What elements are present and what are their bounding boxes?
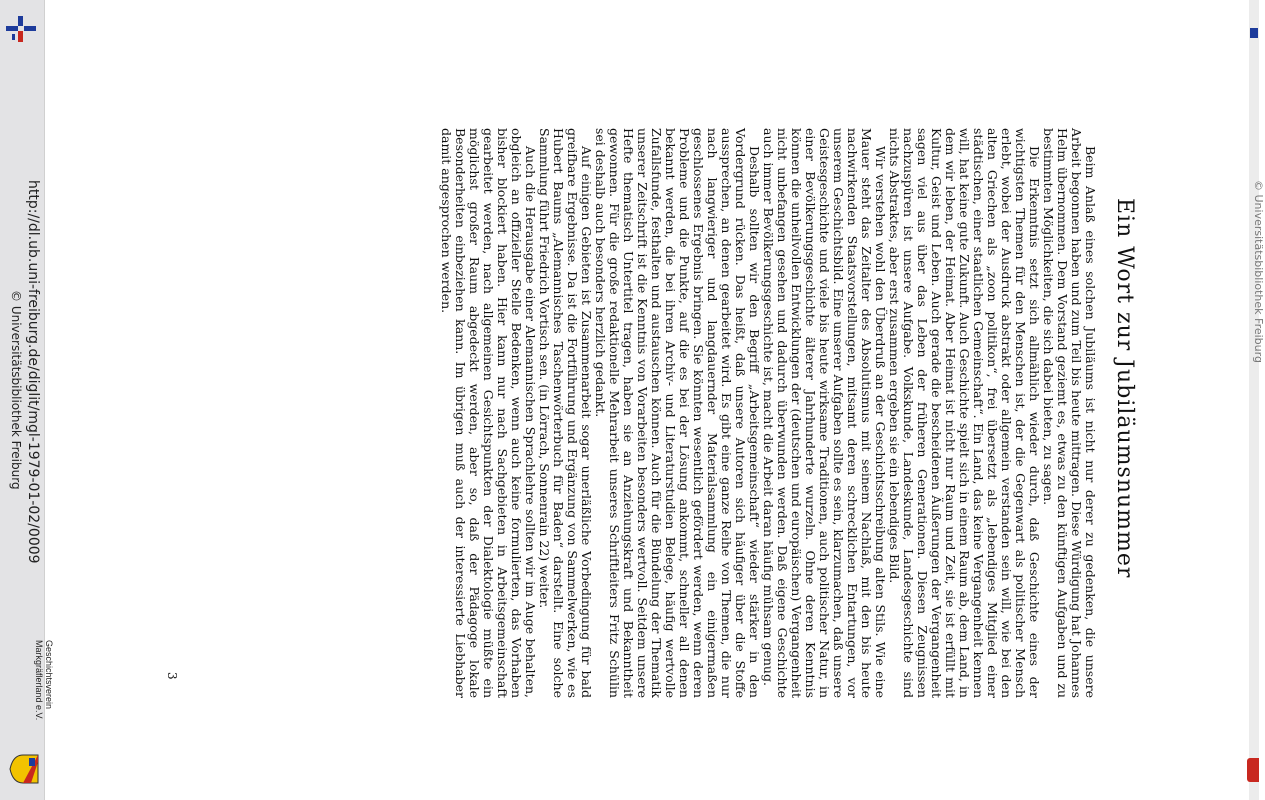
header-copyright-clip: © Universitätsbibliothek Freiburg bbox=[1252, 180, 1265, 363]
coat-of-arms-logo bbox=[9, 752, 41, 786]
footer-copyright: © Universitätsbibliothek Freiburg bbox=[9, 290, 23, 490]
permalink-url[interactable]: http://dl.ub.uni-freiburg.de/diglit/mgl-1979-01-02/0009 bbox=[25, 180, 41, 564]
paragraph: Beim Anlaß eines solchen Jubiläums ist nicht nur derer zu gedenken, die unsere Arbeit begonnen haben und zum Teil bis heute mittragen. Diese Würdigung hat Johannes Helm übernommen. Dem Vorstand geziemt es, etwas zu den künftigen Aufgaben und zu bestimmten Möglichkeiten, die sich dabei bieten, zu sagen. bbox=[1041, 128, 1098, 698]
paragraph: Deshalb sollten wir den Begriff „Arbeitsgemeinschaft“ wieder stärker in den Vordergrund rücken. Das heißt, daß unsere Autoren sich häufiger über die Stoffe aussprechen, an denen gearbeitet wird. Es gibt eine ganze Reihe von Themen, die nur nach langwieriger und langdauernder Materialsammlung ein einigermaßen geschlossenes Ergebnis bringen. Sie könnten wesentlich gefördert werden, wenn deren Probleme und die Punkte, auf die es bei der Lösung ankommt, schneller all denen bekannt werden, die bei ihren Archiv- und Literaturstudien Belege, häufig wertvolle Zufallsfunde, festhalten und austauschen können. Auch für die Bündelung der Thematik unserer Zeitschrift ist die Kenntnis von Vorarbeiten besonders wertvoll. Seitdem unsere Hefte thematisch Untertitel tragen, haben sie an Anziehungskraft und Bekanntheit gewonnen. Für die große redaktionelle Mehrarbeit unseres Schriftleiters Fritz Schülin sei deshalb auch besonders herzlich gedankt. bbox=[593, 128, 762, 698]
paragraph: Auf einigen Gebieten ist Zusammenarbeit sogar unerläßliche Vorbedingung für bald greifbare Ergebnisse. Da ist die Fortführung und Ergänzung von Sammelwerken, wie es Hubert Baums „Alemannisches Taschenwörterbuch für Baden“ darstellt. Eine solche Sammlung führt Friedrich Vortisch sen. (in Lörrach, Sonnenrain 22) weiter. bbox=[537, 128, 594, 698]
sponsor-name-2: Markgräflerland e.V. bbox=[34, 640, 45, 721]
paragraph: Wir verstehen wohl den Überdruß an der Geschichtsschreibung alten Stils. Wie eine Mauer steht das Zeitalter des Absolutismus mit seinem Nachlaß, mit den bis heute nachwirkenden Staatsvorstellungen, mitsamt deren schrecklichen Entartungen, vor unserem Geschichtsbild. Eine unserer Aufgaben sollte es sein, klarzumachen, daß unsere Geistesgeschichte und viele bis heute wirksame Traditionen, auch politischer Natur, in einer Bevölkerungsgeschichte älterer Jahrhunderte wurzeln. Ohne deren Kenntnis können die unheilvollen Entwicklungen der (deutschen und europäischen) Vergangenheit nicht unbefangen gesehen und dadurch überwunden werden. Daß eigene Geschichte auch immer Bevölkerungsgeschichte ist, macht die Arbeit daran häufig mühsam genug. bbox=[761, 128, 888, 698]
sponsor-name: Geschichtsverein bbox=[44, 640, 54, 710]
article-body bbox=[439, 128, 1097, 698]
page-title: Ein Wort zur Jubiläumsnummer bbox=[1112, 198, 1137, 579]
paragraph: Die Erkenntnis setzt sich allmählich wieder durch, daß Geschichte eines der wichtigsten Themen für den Menschen ist, der die Gegenwart als politischer Mensch erlebt, wobei der Ausdruck abstrakt oder allgemein verstanden sein will, wie bei den alten Griechen als „zoon politikon“, frei übersetzt als „lebendiges Mitglied einer städtischen, einer staatlichen Gemeinschaft“. Ein Land, das keine Vergangenheit kennen will, hat keine gute Zukunft. Auch Geschichte spielt sich in einem Raum ab, dem Land, in dem wir leben, der Heimat. Aber Heimat ist nicht nur Raum und Zeit, sie ist erfüllt mit Kultur, Geist und Leben. Auch gerade die bescheidenen Äußerungen der Vergangenheit sagen viel aus über das Leben der früheren Generationen. Diesen Zeugnissen nachzuspüren ist unsere Aufgabe. Volkskunde, Landeskunde, Landesgeschichte sind nichts Abstraktes, aber erst zusammen ergeben sie ein lebendiges Bild. bbox=[887, 128, 1042, 698]
page-number: 3 bbox=[165, 672, 179, 680]
sponsor-text bbox=[33, 640, 53, 720]
paragraph: Auch die Herausgabe einer Alemannischen Sprachlehre sollten wir im Auge behalten, obgleich an offizieller Stelle Bedenken, wenn auch keine formulierten, das Vorhaben bisher blockiert haben. Hier kann nur nach Sachgebieten in Arbeitsgemeinschaft gearbeitet werden, nach allgemeinen Gesichtspunkten der Dialektologie müßte ein möglichst großer Raum abgedeckt werden, aber so, daß der Pädagoge lokale Besonderheiten einbeziehen kann. Im übrigen muß auch der interessierte Liebhaber damit angesprochen werden. bbox=[439, 128, 538, 698]
